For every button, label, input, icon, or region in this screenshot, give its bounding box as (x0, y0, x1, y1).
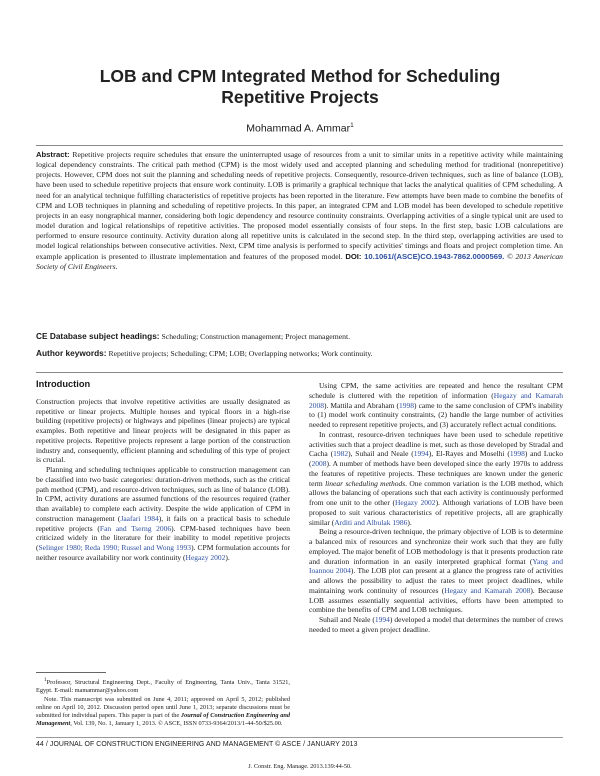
citation-link[interactable]: Hegazy 2002 (394, 498, 436, 507)
citation-link[interactable]: Hegazy 2002 (185, 552, 226, 562)
citation-link[interactable]: 1998 (509, 449, 525, 459)
footnote-affiliation: $^1$Professor, Structural Engineering Dept., Faculty of Engineering, Tanta Univ., Tanta 31521, Egypt. E-mail: mamammar@yahoo.com (36, 677, 290, 695)
paper-title (40, 66, 560, 108)
footnotes (36, 676, 290, 728)
introduction-heading: Introduction (36, 379, 91, 389)
paragraph: Construction projects that involve repetitive activities are usually designated as repetitive or linear projects. Multiple houses and typical floors in a high-rise building (repetitive projects) or highways and pipelines (linear projects) are typical examples. Both repetitive and linear projects will be designated in this paper as repetitive projects. Repetitive projects represent a large portion of the construction industry and, consequently, efficient planning and scheduling of this type of project is crucial. (36, 396, 290, 465)
paragraph: In contrast, resource-driven techniques have been used to schedule repetitive activities such that a project deadline is met, such as those developed by Stradal and Cacha (1982), Suhail and Neale (1994), El-Rayes and Moselhi (1998) and Lucko (2008). A number of methods have been developed since the early 1970s to address the features of repetitive projects. These techniques are known under the generic term linear scheduling methods. One common variation is the LOB method, which allows the balancing of operations such that each activity is continuously performed from one unit to the other (Hegazy 2002). Although variations of LOB have been proposed to suit various characteristics of repetitive projects, all are graphically similar (Arditi and Albulak 1986). (309, 429, 563, 527)
abstract-top-rule (36, 145, 563, 146)
citation-link[interactable]: Fan and Tserng 2006 (99, 523, 172, 533)
left-column (36, 380, 290, 563)
citation-link[interactable]: Hegazy and Kamarah 2008 (444, 585, 531, 595)
right-column (309, 381, 563, 635)
footnote-rule (36, 672, 106, 673)
paragraph: Suhail and Neale (1994) developed a model that determines the number of crews needed to meet a given project deadline. (309, 615, 564, 634)
citation-link[interactable]: Selinger 1980; Reda 1990; Russel and Wong 1993 (38, 543, 192, 552)
author-keywords-label: Author keywords: (36, 348, 107, 358)
page-footer: 44 / JOURNAL OF CONSTRUCTION ENGINEERING AND MANAGEMENT © ASCE / JANUARY 2013 (36, 741, 358, 748)
author-keywords-text: Repetitive projects; Scheduling; CPM; LOB; Overlapping networks; Work continuity. (108, 349, 373, 358)
citation-link[interactable]: Jaafari 1984 (120, 513, 159, 523)
author-line (0, 122, 600, 135)
abstract-label: Abstract: (36, 150, 70, 159)
citation-link[interactable]: 1994 (413, 449, 429, 459)
abstract-text: Repetitive projects require schedules that ensure the uninterrupted usage of resources from a unit to similar units in a repetitive activity while maintaining logical dependency constraints. The critical path method (CPM) is the most widely used and accepted planning and scheduling method for traditional (nonrepetitive) projects. However, CPM does not suit the planning and scheduling needs of repetitive projects. Consequently, resource-driven techniques, such as line of balance (LOB), have been used to schedule repetitive projects that ensure work continuity. LOB is primarily a graphical technique that lacks the analytical qualities of CPM scheduling. A need for an analytical technique fulfilling characteristics of repetitive projects has been reported in the literature. Few attempts have been made to combine the benefits of CPM and LOB techniques in planning and scheduling of repetitive projects. In this paper, an integrated CPM and LOB model has been developed to schedule repetitive projects in an easy nongraphical manner, considering both logic dependency and resource continuity constraints. Overlapping activities of a single typical unit are used to model duration and logical relationships of repetitive activities. The proposed model essentially consists of four steps. In the first step, basic LOB calculations are performed to ensure resource continuity. Activity duration along all repetitive units is calculated in the second step. In the third step, overlapping activities are used to model logical relationships between consecutive activities. Next, CPM time analysis is performed to specify activities' timings and floats and project completion time. An example application is presented to illustrate implementation and features of the proposed model. (36, 150, 563, 261)
abstract (36, 150, 563, 272)
footer-rule (36, 737, 563, 738)
paragraph: Being a resource-driven technique, the primary objective of LOB is to determine a balanced mix of resources and synchronize their work such that they are fully employed. The major benefit of LOB methodology is that it presents production rate and duration information in an easily interpreted graphical format (Yang and Ioannou 2004). The LOB plot can present at a glance the progress rate of activities and allows the possibility to adjust the rates to meet project deadlines, while maintaining work continuity of resources (Hegazy and Kamarah 2008). Because LOB assumes essentially sequential activities, efforts have been attempted to combine the benefits of CPM and LOB techniques. (309, 527, 564, 615)
doi-label: DOI: (345, 251, 362, 261)
author-affiliation-marker: 1 (350, 122, 354, 129)
paragraph: Planning and scheduling techniques applicable to construction management can be classified into two basic categories: duration-driven methods, such as the critical path method (CPM), and resource-driven techniques, such as line of balance (LOB). In CPM, activity durations are assumed functions of the resources required (rather than available) to complete each activity. Despite the wide application of CPM in construction management (Jaafari 1984), it fails on a practical basis to schedule repetitive projects (Fan and Tserng 2006). CPM-based techniques have been criticized widely in the literature for their inability to model repetitive projects (Selinger 1980; Reda 1990; Russel and Wong 1993). CPM formulation accounts for neither resource availability nor work continuity (Hegazy 2002). (36, 465, 291, 562)
author-keywords (36, 348, 563, 359)
citation-link[interactable]: 1982 (333, 449, 349, 459)
citation-link[interactable]: Hegazy and Kamarah 2008 (309, 390, 563, 410)
citation-stamp: J. Constr. Eng. Manage. 2013.139:44-50. (248, 763, 352, 770)
ce-headings-label: CE Database subject headings: (36, 331, 160, 341)
citation-link[interactable]: 2008 (311, 459, 327, 468)
paragraph: Using CPM, the same activities are repeated and hence the resultant CPM schedule is cluttered with the repetition of information (Hegazy and Kamarah 2008). Mattila and Abraham (1998) came to the same conclusion of CPM's inability to (1) model work continuity constraints, (2) handle the large number of activities needed to represent repetitive projects, and (3) accurately reflect actual conditions. (309, 381, 563, 429)
doi-link[interactable]: 10.1061/(ASCE)CO.1943-7862.0000569. (364, 251, 505, 261)
ce-subject-headings (36, 331, 563, 342)
footnote-note: Note. This manuscript was submitted on June 4, 2011; approved on April 5, 2012; published online on April 10, 2012. Discussion period open until June 1, 2013; separate discussions must be submitted for individual papers. This paper is part of the Journal of Construction Engineering and Management, Vol. 139, No. 1, January 1, 2013. © ASCE, ISSN 0733-9364/2013/1-44-50/$25.00. (36, 695, 290, 728)
citation-link[interactable]: 1994 (374, 615, 390, 624)
section-rule (36, 372, 563, 373)
title-line-1: LOB and CPM Integrated Method for Scheduling (99, 66, 501, 86)
author-name: Mohammad A. Ammar (246, 122, 351, 135)
citation-link[interactable]: Yang and Ioannou 2004 (309, 556, 563, 576)
citation-link[interactable]: Arditi and Albulak 1986 (334, 517, 408, 527)
copyright-notice: © 2013 American Society of Civil Engineers. (36, 251, 563, 271)
citation-link[interactable]: 1998 (399, 400, 415, 410)
title-line-2: Repetitive Projects (221, 87, 379, 107)
ce-headings-text: Scheduling; Construction management; Project management. (161, 332, 351, 341)
